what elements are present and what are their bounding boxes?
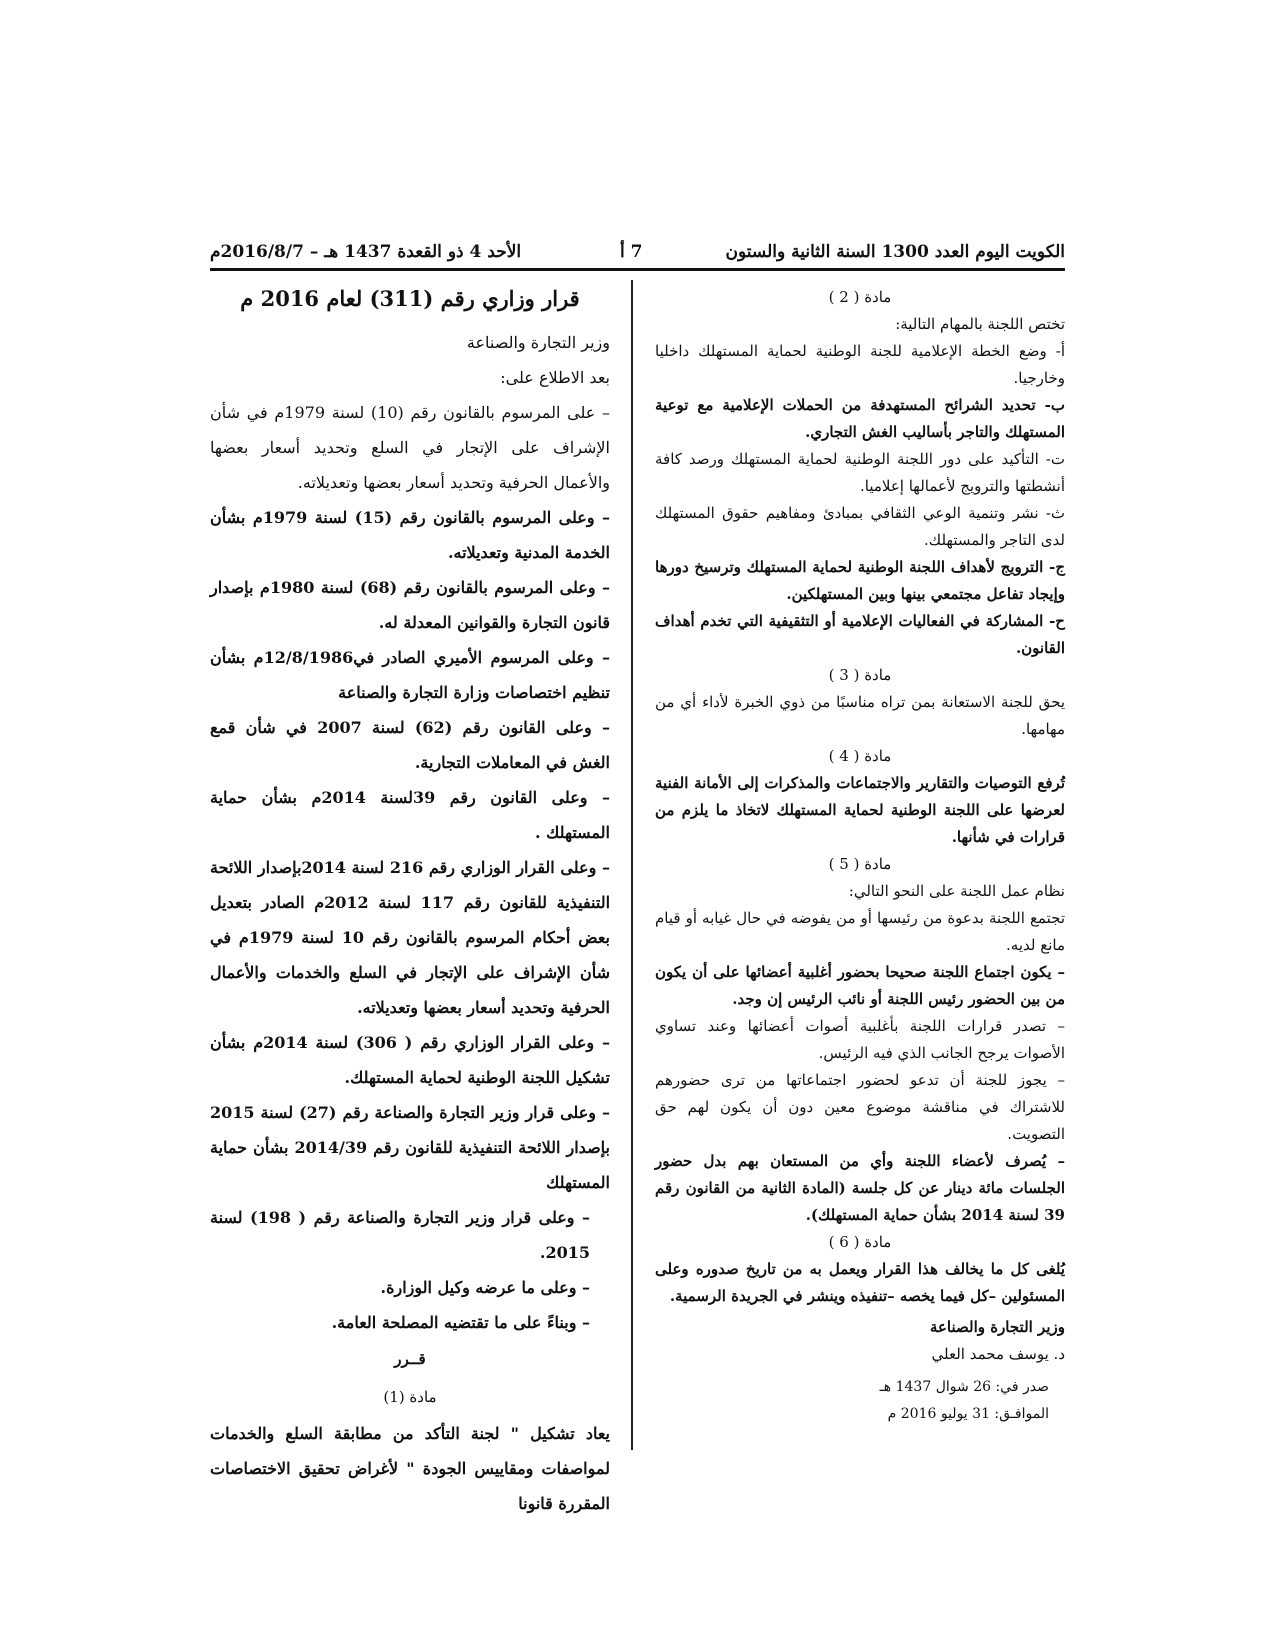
article-5-item: تجتمع اللجنة بدعوة من رئيسها أو من يفوضه في حال غيابه أو قيام مانع لديه. [655,909,1065,954]
issue-dates [655,1374,1065,1428]
article-5-item: – يكون اجتماع اللجنة صحيحا بحضور أغلبية أعضائها على أن يكون من بين الحضور رئيس اللجنة أو نائب الرئيس إن وجد. [655,963,1065,1008]
preamble-item: – وعلى المرسوم بالقانون رقم (68) لسنة 1980م بإصدار قانون التجارة والقوانين المعدلة له. [210,578,610,632]
decree-column [210,284,610,1521]
article-1-text: يعاد تشكيل " لجنة التأكد من مطابقة السلع والخدمات لمواصفات ومقاييس الجودة " لأغراض تحقيق الاختصاصات المقررة قانونا [210,1424,610,1513]
article-2-item: ت- التأكيد على دور اللجنة الوطنية لحماية المستهلك ورصد كافة أنشطتها والترويج لأعمالها إعلاميا. [655,450,1065,495]
decree-title: قرار وزاري رقم (311) لعام 2016 م [240,286,580,311]
decision-heading: قــرر [394,1350,426,1368]
corresponding-date: الموافـق: 31 يوليو 2016 م [887,1406,1049,1422]
page-header [210,238,1065,272]
article-5-item: – يجوز للجنة أن تدعو لحضور اجتماعاتها من ترى حضورهم للاشتراك في مناقشة موضوع معين دون أن يكون لهم حق التصويت. [655,1071,1065,1143]
article-2-item: ج- الترويج لأهداف اللجنة الوطنية لحماية المستهلك وترسيخ دورها وإيجاد تفاعل مجتمعي بينها وبين المستهلكين. [655,558,1065,603]
article-5-intro: نظام عمل اللجنة على النحو التالي: [848,882,1065,900]
preamble-item: – وعلى قرار وزير التجارة والصناعة رقم ( 198) لسنة 2015. [210,1208,591,1262]
preamble-item: – وعلى القرار الوزاري رقم 216 لسنة 2014بإصدار اللائحة التنفيذية للقانون رقم 117 لسنة 2012م الصادر بتعديل بعض أحكام المرسوم بالقانون رقم 10 لسنة 1979م في شأن الإشراف على الإتجار في السلع والخدمات والأعمال الحرفية وتحديد أسعار بعضها وتعديلاته. [210,858,611,1017]
article-6-heading: مادة ( 6 ) [828,1233,892,1251]
issued-date: صدر في: 26 شوال 1437 هـ [879,1379,1049,1395]
issue-date: الأحد 4 ذو القعدة 1437 هـ – 2016/8/7م [210,242,522,262]
article-2-heading: مادة ( 2 ) [828,288,892,306]
issue-info: الكويت اليوم العدد 1300 السنة الثانية والستون [725,242,1065,262]
article-3-text: يحق للجنة الاستعانة بمن تراه مناسبًا من ذوي الخبرة لأداء أي من مهامها. [655,693,1065,738]
article-4-heading: مادة ( 4 ) [828,747,892,765]
preamble-item: – وعلى المرسوم الأميري الصادر في12/8/1986م بشأن تنظيم اختصاصات وزارة التجارة والصناعة [210,648,610,702]
column-divider [631,280,633,1450]
article-3-heading: مادة ( 3 ) [828,666,892,684]
article-2-item: ب- تحديد الشرائح المستهدفة من الحملات الإعلامية مع توعية المستهلك والتاجر بأساليب الغش التجاري. [655,396,1065,441]
signatory-title: وزير التجارة والصناعة [929,1318,1065,1336]
article-5-item: – يُصرف لأعضاء اللجنة وأي من المستعان بهم بدل حضور الجلسات مائة دينار عن كل جلسة (المادة الثانية من القانون رقم 39 لسنة 2014 بشأن حماية المستهلك). [655,1152,1065,1224]
articles-column [655,284,1065,1428]
page-number: 7 أ [620,242,643,262]
signatory-name: د. يوسف محمد العلي [931,1345,1065,1363]
preamble-item: – وعلى ما عرضه وكيل الوزارة. [380,1278,590,1297]
preamble-item: – وعلى القانون رقم (62) لسنة 2007 في شأن قمع الغش في المعاملات التجارية. [210,718,611,772]
preamble-item: – على المرسوم بالقانون رقم (10) لسنة 1979م في شأن الإشراف على الإتجار في السلع وتحديد أسعار بعضها والأعمال الحرفية وتحديد أسعار بعضها وتعديلاته. [210,403,611,492]
issuer: وزير التجارة والصناعة [466,333,610,352]
preamble-item: – وعلى القرار الوزاري رقم ( 306) لسنة 2014م بشأن تشكيل اللجنة الوطنية لحماية المستهلك. [210,1033,611,1087]
article-2-item: أ- وضع الخطة الإعلامية للجنة الوطنية لحماية المستهلك داخليا وخارجيا. [655,342,1065,387]
preamble-item: – وعلى المرسوم بالقانون رقم (15) لسنة 1979م بشأن الخدمة المدنية وتعديلاته. [210,508,611,562]
article-5-heading: مادة ( 5 ) [828,855,892,873]
header-divider [210,268,1065,271]
article-2-item: ث- نشر وتنمية الوعي الثقافي بمبادئ ومفاهيم حقوق المستهلك لدى التاجر والمستهلك. [655,504,1065,549]
preamble-intro: بعد الاطلاع على: [500,368,610,387]
article-6-text: يُلغى كل ما يخالف هذا القرار ويعمل به من تاريخ صدوره وعلى المسئولين –كل فيما يخصه –تنفيذه وينشر في الجريدة الرسمية. [655,1260,1065,1305]
article-5-item: – تصدر قرارات اللجنة بأغلبية أصوات أعضائها وعند تساوي الأصوات يرجح الجانب الذي فيه الرئيس. [655,1017,1065,1062]
article-2-item: ح- المشاركة في الفعاليات الإعلامية أو التثقيفية التي تخدم أهداف القانون. [655,612,1065,657]
article-1-heading: مادة (1) [383,1388,437,1406]
preamble-item: – وعلى قرار وزير التجارة والصناعة رقم (27) لسنة 2015 بإصدار اللائحة التنفيذية للقانون رقم 2014/39 بشأن حماية المستهلك [210,1103,610,1192]
article-4-text: تُرفع التوصيات والتقارير والاجتماعات والمذكرات إلى الأمانة الفنية لعرضها على اللجنة الوطنية لحماية المستهلك لاتخاذ ما يلزم من قرارات في شأنها. [655,774,1065,846]
article-2-intro: تختص اللجنة بالمهام التالية: [895,315,1065,333]
preamble-item: – وبناءً على ما تقتضيه المصلحة العامة. [331,1313,590,1332]
preamble-item: – وعلى القانون رقم 39لسنة 2014م بشأن حماية المستهلك . [210,788,611,842]
